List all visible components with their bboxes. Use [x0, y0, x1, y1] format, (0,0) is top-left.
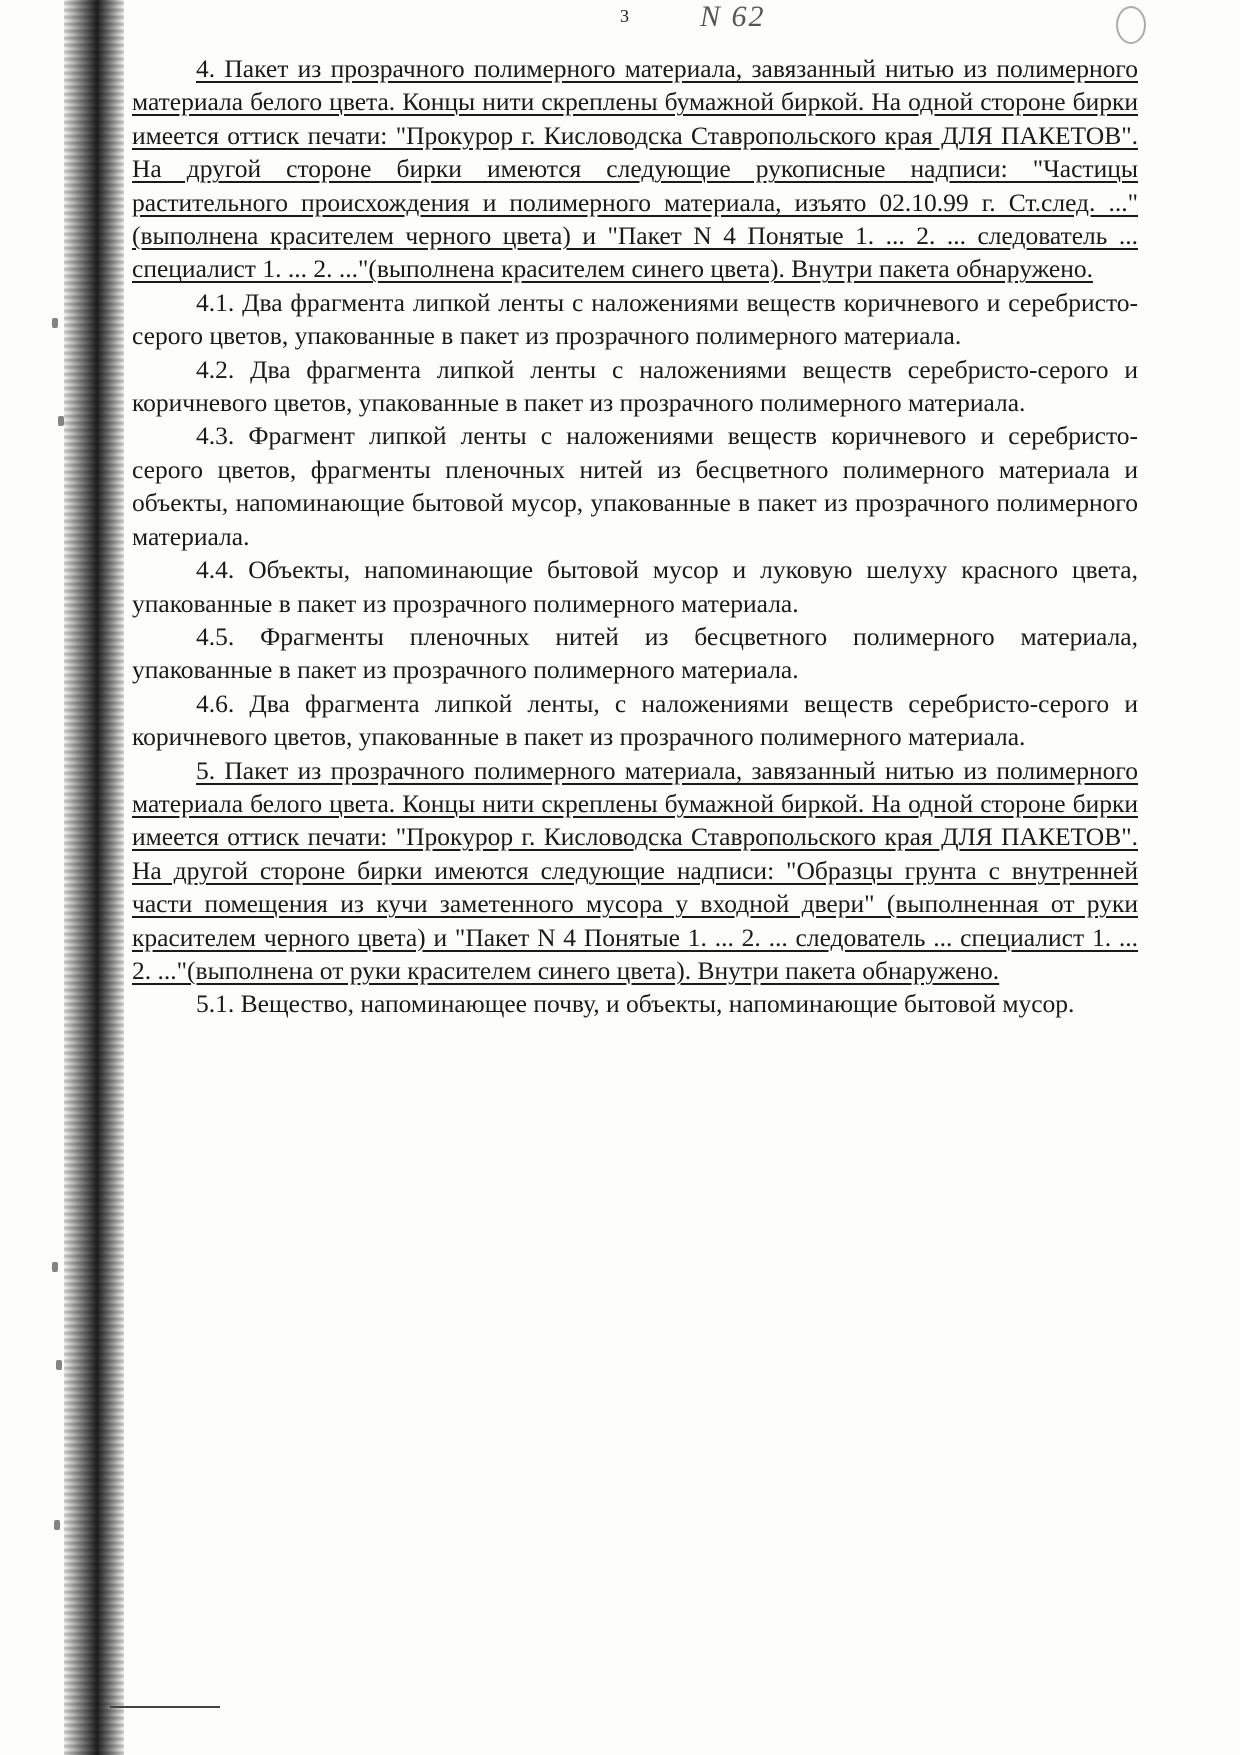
- scan-speck: [54, 1520, 60, 1530]
- scan-speck: [56, 1360, 62, 1370]
- paragraph-item-4-2: 4.2. Два фрагмента липкой ленты с наложениями веществ серебристо-серого и коричневого цветов, упакованные в пакет из прозрачного полимерного материала.: [132, 354, 1138, 418]
- page-number: 3: [620, 6, 629, 26]
- handwritten-page-mark: N 62: [700, 0, 766, 33]
- paragraph-item-4-6: 4.6. Два фрагмента липкой ленты, с наложениями веществ серебристо-серого и коричневого цветов, упакованные в пакет из прозрачного полимерного материала.: [132, 688, 1138, 752]
- paragraph-item-5: 5. Пакет из прозрачного полимерного материала, завязанный нитью из полимерного материала белого цвета. Концы нити скреплены бумажной биркой. На одной стороне бирки имеется оттиск печати: "Прокурор г. Кисловодска Ставропольского края ДЛЯ ПАКЕТОВ". На другой стороне бирки имеются следующие надписи: "Образцы грунта с внутренней части помещения из кучи заметенного мусора у входной двери" (выполненная от руки красителем черного цвета) и "Пакет N 4 Понятые 1. ... 2. ... следователь ... специалист 1. ... 2. ..."(выполнена от руки красителем синего цвета). Внутри пакета обнаружено.: [132, 755, 1138, 985]
- paragraph-item-4: 4. Пакет из прозрачного полимерного материала, завязанный нитью из полимерного материала белого цвета. Концы нити скреплены бумажной биркой. На одной стороне бирки имеется оттиск печати: "Прокурор г. Кисловодска Ставропольского края ДЛЯ ПАКЕТОВ". На другой стороне бирки имеются следующие рукописные надписи: "Частицы растительного происхождения и полимерного материала, изъято 02.10.99 г. Ст.след. ..." (выполнена красителем черного цвета) и "Пакет N 4 Понятые 1. ... 2. ... следователь ... специалист 1. ... 2. ..."(выполнена красителем синего цвета). Внутри пакета обнаружено.: [132, 54, 1138, 284]
- scan-binding-shadow: [64, 0, 124, 1755]
- paragraph-item-4-1: 4.1. Два фрагмента липкой ленты с наложениями веществ коричневого и серебристо-серого цветов, упакованные в пакет из прозрачного полимерного материала.: [132, 287, 1138, 351]
- paragraph-item-5-1: 5.1. Вещество, напоминающее почву, и объекты, напоминающие бытовой мусор.: [196, 989, 1075, 1019]
- document-body: [132, 52, 1138, 1021]
- corner-handwritten-circle: [1116, 6, 1146, 44]
- scan-speck: [58, 416, 64, 426]
- scan-speck: [52, 1262, 58, 1272]
- paragraph-item-4-5: 4.5. Фрагменты пленочных нитей из бесцветного полимерного материала, упакованные в пакет из прозрачного полимерного материала.: [132, 621, 1138, 685]
- paragraph-item-4-3: 4.3. Фрагмент липкой ленты с наложениями веществ коричневого и серебристо-серого цветов, фрагменты пленочных нитей из бесцветного полимерного материала и объекты, напоминающие бытовой мусор, упакованные в пакет из прозрачного полимерного материала.: [132, 421, 1138, 551]
- bottom-rule: [110, 1706, 220, 1708]
- scan-speck: [52, 318, 58, 328]
- paragraph-item-4-4: 4.4. Объекты, напоминающие бытовой мусор и луковую шелуху красного цвета, упакованные в пакет из прозрачного полимерного материала.: [132, 555, 1138, 618]
